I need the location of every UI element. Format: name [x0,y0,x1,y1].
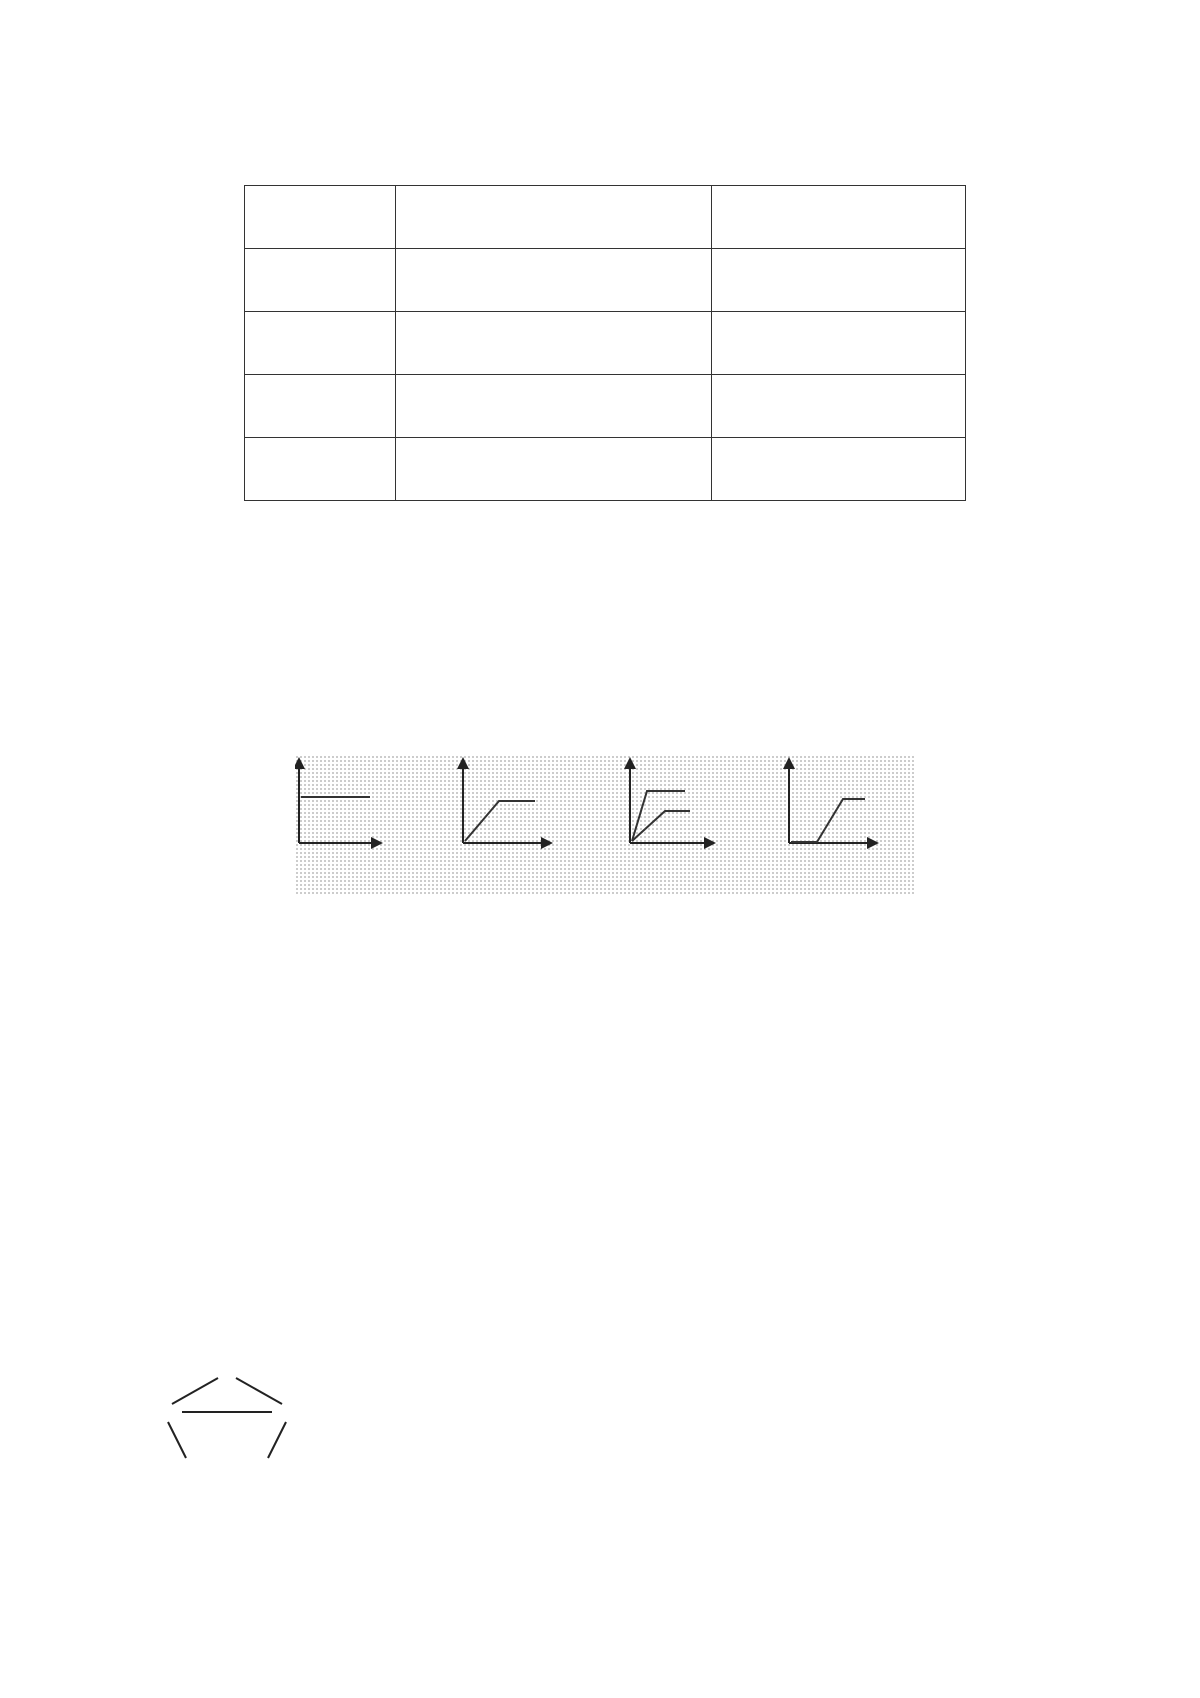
table-row [245,312,966,375]
table-row [245,438,966,501]
table-header-cell [712,186,966,249]
graph-a [299,763,377,843]
table-cell [712,249,966,312]
table-cell [245,312,396,375]
graph-d [789,763,873,843]
table-row [245,375,966,438]
graph-d-curve [791,799,865,842]
diagram-lines [148,1358,318,1478]
table-header-row [245,186,966,249]
table-cell [396,249,712,312]
table-header-cell [245,186,396,249]
experiment-graphs [295,755,915,895]
table-cell [712,312,966,375]
table-cell [396,438,712,501]
purification-table [244,185,966,501]
table-cell [245,375,396,438]
table-cell [396,312,712,375]
graph-b [463,763,547,843]
graph-c [630,763,710,843]
table-cell [245,249,396,312]
table-cell [712,438,966,501]
graph-b-curve [465,801,535,841]
table-row [245,249,966,312]
graphs-svg [295,755,915,895]
graph-c-curve-2 [632,811,690,841]
table-cell [712,375,966,438]
table-header-cell [396,186,712,249]
table-cell [245,438,396,501]
table-cell [396,375,712,438]
reaction-diagram [148,1358,318,1478]
